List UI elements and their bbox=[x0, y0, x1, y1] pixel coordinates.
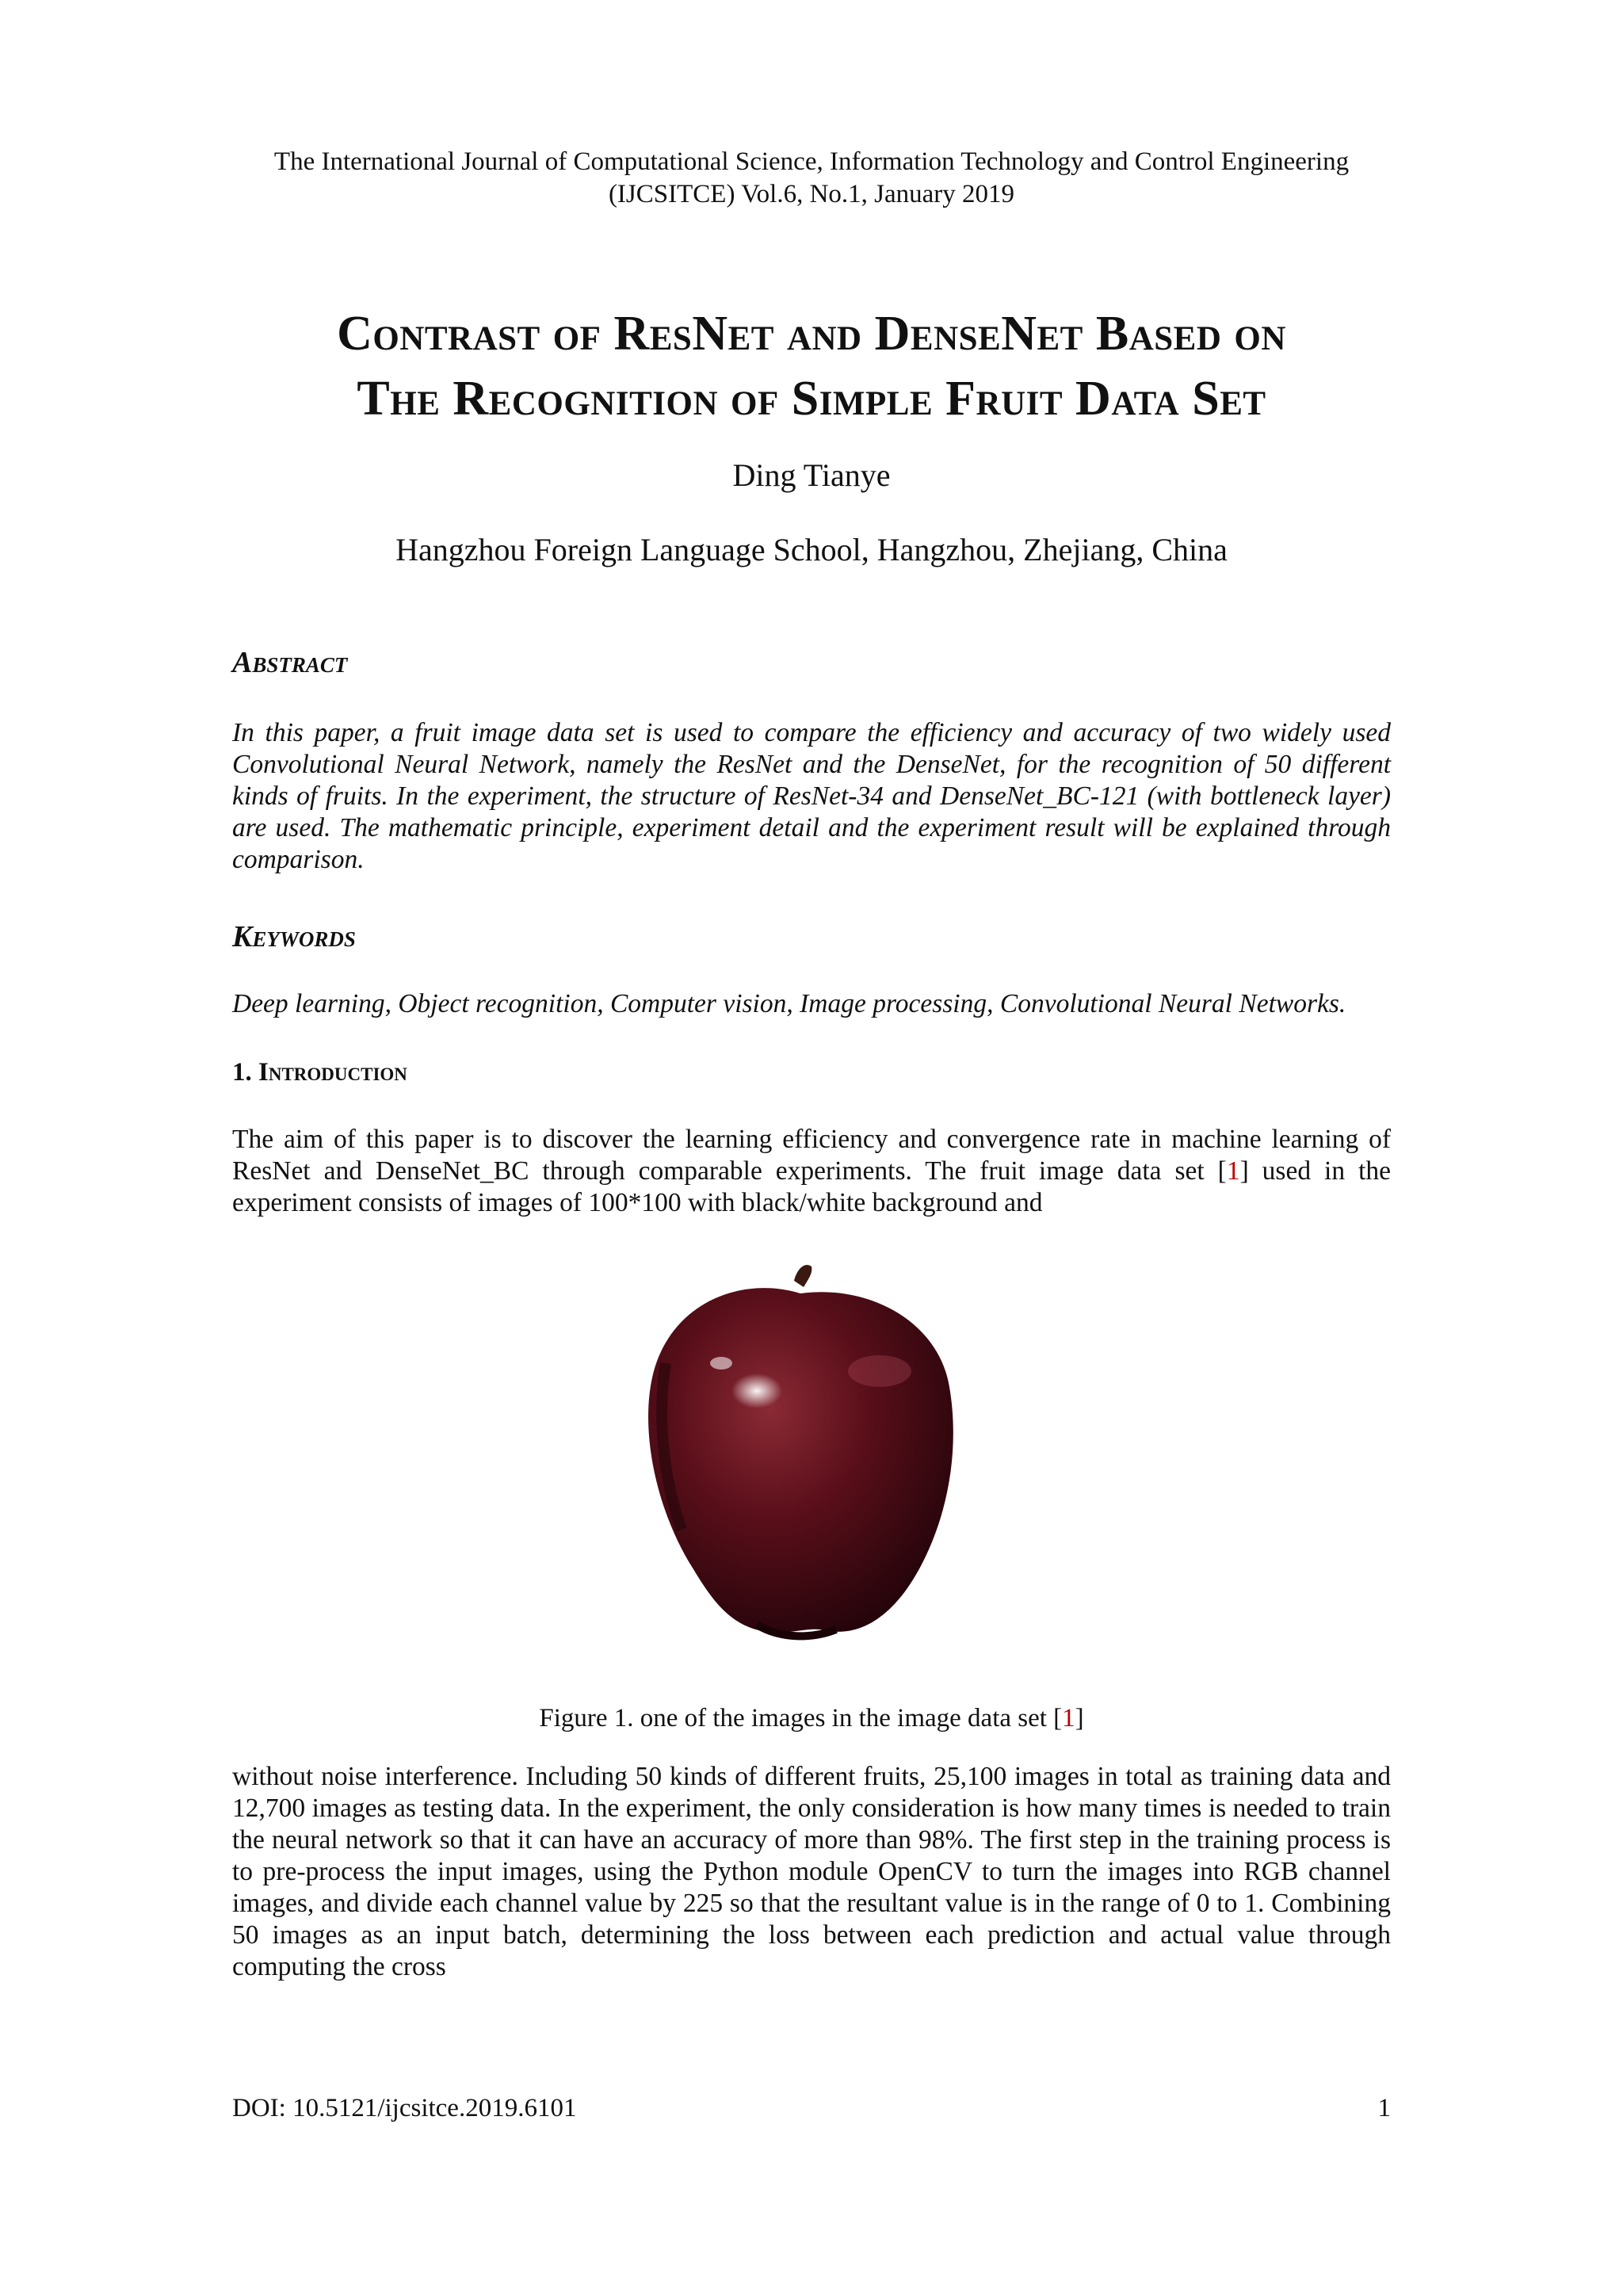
keywords-text: Deep learning, Object recognition, Computer vision, Image processing, Convolutional Neural Networks. bbox=[232, 989, 1346, 1018]
citation-link[interactable]: 1 bbox=[1062, 1704, 1075, 1733]
footer-doi[interactable]: DOI: 10.5121/ijcsitce.2019.6101 bbox=[232, 2094, 577, 2122]
apple-illustration bbox=[618, 1252, 999, 1664]
caption-text: ] bbox=[1075, 1704, 1084, 1733]
page-number: 1 bbox=[1377, 2094, 1391, 2122]
author-affiliation: Hangzhou Foreign Language School, Hangzhou, Zhejiang, China bbox=[395, 532, 1228, 567]
journal-header-line1: The International Journal of Computational Science, Information Technology and Control Engineering bbox=[273, 147, 1350, 176]
apple-highlight bbox=[731, 1373, 782, 1408]
citation-link[interactable]: 1 bbox=[1226, 1156, 1240, 1186]
apple-stem bbox=[794, 1265, 812, 1287]
intro-text-part: The aim of this paper is to discover the learning efficiency and convergence rate in machine learning of ResNet and DenseNet_BC through comparable experiments. The fruit image data set [ bbox=[232, 1125, 1391, 1186]
abstract-text: In this paper, a fruit image data set is used to compare the efficiency and accuracy of two widely used Convolutional Neural Network, namely the ResNet and the DenseNet, for the recognition of 50 different kinds of fruits. In the experiment, the structure of ResNet-34 and DenseNet_BC-121 (with bottleneck layer) are used. The mathematic principle, experiment detail and the experiment result will be explained through comparison. bbox=[232, 718, 1391, 874]
figure-caption bbox=[158, 1702, 1465, 1734]
author-name: Ding Tianye bbox=[732, 457, 891, 493]
paper-title-line1: Contrast of ResNet and DenseNet Based on bbox=[337, 307, 1286, 361]
apple-highlight-small bbox=[710, 1357, 732, 1370]
caption-text: Figure 1. one of the images in the image data set [ bbox=[539, 1704, 1063, 1733]
introduction-paragraph-1 bbox=[232, 1124, 1391, 1219]
apple-body bbox=[648, 1288, 953, 1633]
journal-header bbox=[158, 146, 1465, 211]
introduction-heading: 1. Introduction bbox=[232, 1058, 407, 1087]
introduction-paragraph-2: without noise interference. Including 50 kinds of different fruits, 25,100 images in total as training data and 12,700 images as testing data. In the experiment, the only consideration is how many times is needed to train the neural network so that it can have an accuracy of more than 98%. The first step in the training process is to pre-process the input images, using the Python module OpenCV to turn the images into RGB channel images, and divide each channel value by 225 so that the resultant value is in the range of 0 to 1. Combining 50 images as an input batch, determining the loss between each prediction and actual value through computing the cross bbox=[232, 1762, 1391, 1981]
intro-text-part: ] used in the experiment consists of images of 100*100 with black/white background and bbox=[232, 1156, 1391, 1217]
journal-header-line2: (IJCSITCE) Vol.6, No.1, January 2019 bbox=[608, 180, 1015, 208]
paper-title-line2: The Recognition of Simple Fruit Data Set bbox=[357, 372, 1266, 426]
apple-soft-glare bbox=[848, 1355, 911, 1387]
paper-title bbox=[158, 301, 1465, 431]
abstract-heading: Abstract bbox=[232, 646, 348, 679]
keywords-heading: Keywords bbox=[232, 920, 356, 953]
figure-apple-image bbox=[618, 1252, 999, 1664]
